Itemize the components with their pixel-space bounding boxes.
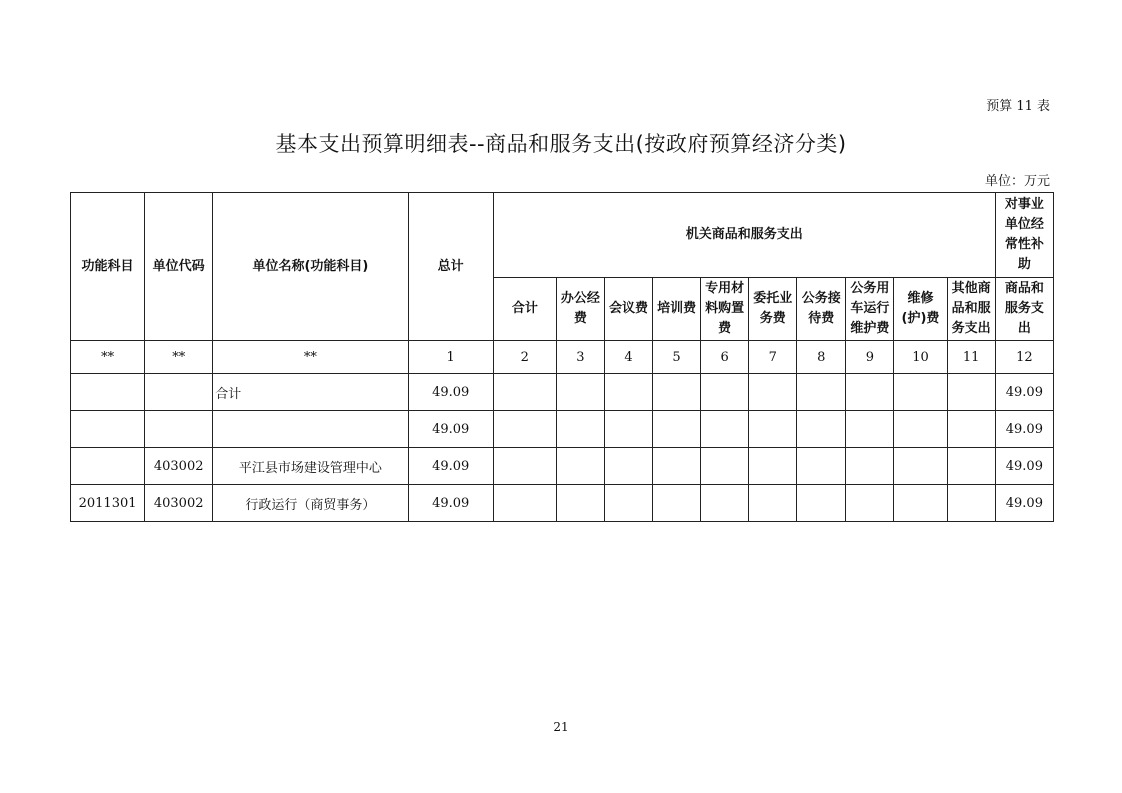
table-row xyxy=(71,411,1054,448)
header-subcol-line: 培训费 xyxy=(657,301,697,316)
cell-empty xyxy=(701,448,749,485)
index-cell: ** xyxy=(145,341,213,374)
cell-empty xyxy=(653,448,701,485)
cell-empty xyxy=(701,485,749,522)
header-group-gov-goods-services: 机关商品和服务支出 xyxy=(493,193,995,278)
index-cell: 11 xyxy=(947,341,995,374)
index-cell: 5 xyxy=(653,341,701,374)
cell-empty xyxy=(749,411,797,448)
index-cell: 8 xyxy=(797,341,846,374)
header-subcol-line: 品和服 xyxy=(951,301,991,316)
cell-empty xyxy=(749,448,797,485)
header-subcol xyxy=(797,278,846,341)
cell-subsidy: 49.09 xyxy=(995,485,1053,522)
header-subcol xyxy=(604,278,652,341)
header-func-subject: 功能科目 xyxy=(71,193,145,341)
table-number: 预算 11 表 xyxy=(986,99,1050,114)
cell-empty xyxy=(894,448,947,485)
cell-empty xyxy=(894,374,947,411)
cell-empty xyxy=(846,485,894,522)
cell-unit-code xyxy=(145,374,213,411)
cell-total: 49.09 xyxy=(408,485,493,522)
cell-func-subject xyxy=(71,411,145,448)
header-subcol-line: 专用材 xyxy=(705,281,745,296)
index-cell: 10 xyxy=(894,341,947,374)
table-row xyxy=(71,448,1054,485)
index-cell: 6 xyxy=(701,341,749,374)
header-subcol-line: (护)费 xyxy=(901,311,940,326)
header-unit-name: 单位名称(功能科目) xyxy=(213,193,408,341)
header-subcol-line: 维修 xyxy=(907,291,934,306)
unit-label: 单位：万元 xyxy=(984,174,1050,189)
header-subcol-line: 公务接 xyxy=(801,291,841,306)
cell-empty xyxy=(604,374,652,411)
cell-func-subject xyxy=(71,374,145,411)
cell-subsidy: 49.09 xyxy=(995,448,1053,485)
header-subsidy-line2: 单位经 xyxy=(1004,217,1044,232)
cell-func-subject xyxy=(71,448,145,485)
cell-empty xyxy=(701,374,749,411)
header-subcol-line: 务费 xyxy=(759,311,786,326)
cell-empty xyxy=(846,411,894,448)
header-subcol xyxy=(653,278,701,341)
cell-total: 49.09 xyxy=(408,374,493,411)
index-cell: ** xyxy=(213,341,408,374)
page-title: 基本支出预算明细表--商品和服务支出(按政府预算经济分类) xyxy=(275,132,847,156)
index-cell: 9 xyxy=(846,341,894,374)
header-subcol-line: 务支出 xyxy=(951,321,991,336)
cell-unit-code: 403002 xyxy=(145,485,213,522)
header-subcol xyxy=(846,278,894,341)
cell-empty xyxy=(894,485,947,522)
cell-total: 49.09 xyxy=(408,411,493,448)
header-subcol xyxy=(894,278,947,341)
cell-unit-name: 行政运行（商贸事务） xyxy=(213,485,408,522)
header-subcol xyxy=(947,278,995,341)
cell-empty xyxy=(947,374,995,411)
cell-empty xyxy=(653,485,701,522)
cell-unit-name: 合计 xyxy=(213,374,408,411)
cell-empty xyxy=(493,411,556,448)
cell-empty xyxy=(653,411,701,448)
header-subcol-line: 服务支 xyxy=(1004,301,1044,316)
header-subcol xyxy=(749,278,797,341)
header-subsidy-line3: 常性补 xyxy=(1004,237,1044,252)
cell-empty xyxy=(797,411,846,448)
header-subsidy-line1: 对事业 xyxy=(1004,197,1044,212)
index-cell: 4 xyxy=(604,341,652,374)
budget-table xyxy=(70,192,1054,522)
header-subcol xyxy=(701,278,749,341)
cell-total: 49.09 xyxy=(408,448,493,485)
header-subsidy xyxy=(995,193,1053,278)
cell-func-subject: 2011301 xyxy=(71,485,145,522)
header-subcol xyxy=(556,278,604,341)
header-subcol-line: 公务用 xyxy=(850,281,890,296)
header-subcol-line: 商品和 xyxy=(1004,281,1044,296)
header-unit-code: 单位代码 xyxy=(145,193,213,341)
header-subcol-line: 会议费 xyxy=(608,301,648,316)
table-row xyxy=(71,485,1054,522)
cell-empty xyxy=(797,485,846,522)
cell-empty xyxy=(947,411,995,448)
cell-empty xyxy=(604,485,652,522)
cell-subsidy: 49.09 xyxy=(995,411,1053,448)
cell-empty xyxy=(749,374,797,411)
table-row xyxy=(71,374,1054,411)
index-row xyxy=(71,341,1054,374)
cell-empty xyxy=(493,374,556,411)
cell-unit-name xyxy=(213,411,408,448)
header-subcol xyxy=(493,278,556,341)
header-subcol-line: 其他商 xyxy=(951,281,991,296)
index-cell: 1 xyxy=(408,341,493,374)
page-number: 21 xyxy=(553,720,569,734)
cell-empty xyxy=(947,485,995,522)
cell-empty xyxy=(797,374,846,411)
cell-empty xyxy=(797,448,846,485)
index-cell: 12 xyxy=(995,341,1053,374)
index-cell: 3 xyxy=(556,341,604,374)
header-subcol-line: 待费 xyxy=(808,311,835,326)
header-subcol-line: 车运行 xyxy=(850,301,890,316)
header-subcol-line: 费 xyxy=(573,311,587,326)
index-cell: ** xyxy=(71,341,145,374)
header-subcol xyxy=(995,278,1053,341)
header-subcol-line: 料购置 xyxy=(705,301,745,316)
header-subcol-line: 费 xyxy=(718,321,732,336)
cell-empty xyxy=(493,448,556,485)
header-subcol-line: 合计 xyxy=(511,301,538,316)
cell-unit-name: 平江县市场建设管理中心 xyxy=(213,448,408,485)
cell-empty xyxy=(493,485,556,522)
cell-empty xyxy=(653,374,701,411)
cell-empty xyxy=(894,411,947,448)
header-subcol-line: 委托业 xyxy=(753,291,793,306)
cell-empty xyxy=(604,411,652,448)
cell-empty xyxy=(556,374,604,411)
cell-empty xyxy=(749,485,797,522)
header-subcol-line: 出 xyxy=(1017,321,1031,336)
header-subcol-line: 办公经 xyxy=(560,291,600,306)
header-subcol-line: 维护费 xyxy=(850,321,890,336)
cell-empty xyxy=(947,448,995,485)
cell-empty xyxy=(846,374,894,411)
header-total: 总计 xyxy=(408,193,493,341)
cell-empty xyxy=(846,448,894,485)
index-cell: 2 xyxy=(493,341,556,374)
cell-empty xyxy=(556,485,604,522)
cell-empty xyxy=(556,411,604,448)
header-subsidy-line4: 助 xyxy=(1017,257,1031,272)
header-row-1 xyxy=(71,193,1054,278)
cell-unit-code xyxy=(145,411,213,448)
cell-empty xyxy=(604,448,652,485)
cell-empty xyxy=(701,411,749,448)
cell-unit-code: 403002 xyxy=(145,448,213,485)
cell-subsidy: 49.09 xyxy=(995,374,1053,411)
index-cell: 7 xyxy=(749,341,797,374)
cell-empty xyxy=(556,448,604,485)
